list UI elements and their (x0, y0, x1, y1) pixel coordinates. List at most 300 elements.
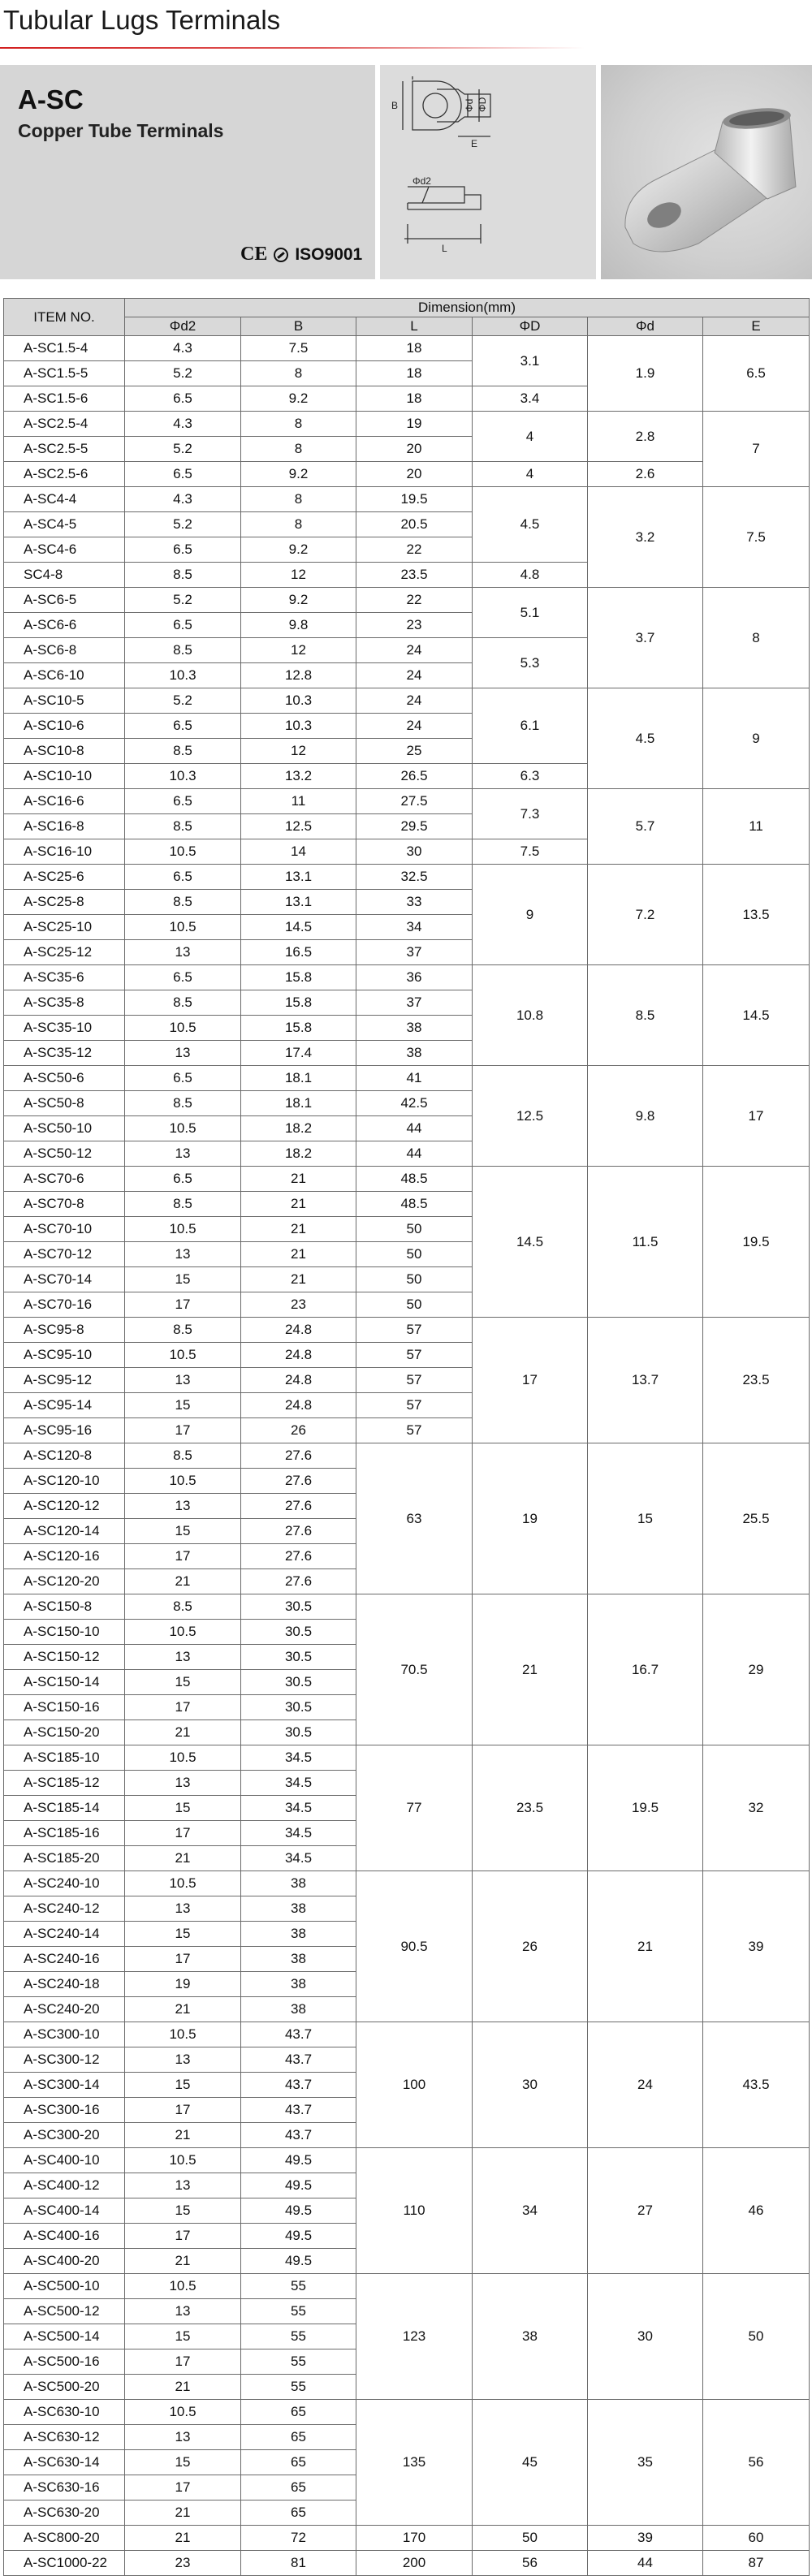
e-cell: 19.5 (703, 1167, 810, 1318)
l-cell: 19.5 (356, 487, 473, 512)
b-cell: 24.8 (241, 1318, 356, 1343)
d2-cell: 10.5 (125, 2400, 241, 2425)
b-cell: 10.3 (241, 688, 356, 714)
b-cell: 38 (241, 1997, 356, 2022)
d2-cell: 13 (125, 2299, 241, 2324)
l-cell: 100 (356, 2022, 473, 2148)
table-row (4, 1871, 810, 1896)
item-no-cell: A-SC25-10 (4, 915, 125, 940)
d2-cell: 23 (125, 2551, 241, 2576)
l-cell: 170 (356, 2526, 473, 2551)
b-cell: 38 (241, 1871, 356, 1896)
d2-cell: 15 (125, 2073, 241, 2098)
b-cell: 27.6 (241, 1443, 356, 1469)
d2-cell: 10.3 (125, 764, 241, 789)
item-no-cell: A-SC70-16 (4, 1292, 125, 1318)
diameter-cell: 17 (473, 1318, 588, 1443)
d2-cell: 6.5 (125, 386, 241, 412)
b-cell: 65 (241, 2450, 356, 2475)
item-no-cell: A-SC300-10 (4, 2022, 125, 2047)
d2-cell: 5.2 (125, 688, 241, 714)
item-no-cell: A-SC240-12 (4, 1896, 125, 1922)
item-no-cell: A-SC2.5-5 (4, 437, 125, 462)
b-cell: 38 (241, 1972, 356, 1997)
drawing-label-e: E (471, 138, 478, 149)
d2-cell: 10.5 (125, 1871, 241, 1896)
d2-cell: 13 (125, 1242, 241, 1267)
e-cell: 43.5 (703, 2022, 810, 2148)
d2-cell: 10.5 (125, 2022, 241, 2047)
b-cell: 24.8 (241, 1343, 356, 1368)
technical-drawing (380, 65, 596, 279)
d2-cell: 21 (125, 2123, 241, 2148)
item-no-cell: A-SC1.5-5 (4, 361, 125, 386)
inner-diameter-cell: 3.7 (588, 588, 703, 688)
item-no-cell: A-SC300-12 (4, 2047, 125, 2073)
table-row (4, 2274, 810, 2299)
d2-cell: 8.5 (125, 563, 241, 588)
b-cell: 24.8 (241, 1368, 356, 1393)
item-no-cell: A-SC10-8 (4, 739, 125, 764)
inner-diameter-cell: 8.5 (588, 965, 703, 1066)
b-cell: 11 (241, 789, 356, 814)
d2-cell: 10.5 (125, 1116, 241, 1141)
inner-diameter-cell: 30 (588, 2274, 703, 2400)
l-cell: 24 (356, 663, 473, 688)
inner-diameter-cell: 24 (588, 2022, 703, 2148)
d2-cell: 15 (125, 1519, 241, 1544)
d2-cell: 17 (125, 2098, 241, 2123)
l-cell: 63 (356, 1443, 473, 1594)
drawing-label-D: ΦD (477, 97, 488, 112)
b-cell: 43.7 (241, 2123, 356, 2148)
b-cell: 30.5 (241, 1670, 356, 1695)
item-no-cell: A-SC185-12 (4, 1771, 125, 1796)
inner-diameter-cell: 7.2 (588, 865, 703, 965)
inner-diameter-cell: 1.9 (588, 336, 703, 412)
item-no-cell: A-SC630-14 (4, 2450, 125, 2475)
d2-cell: 6.5 (125, 1066, 241, 1091)
d2-cell: 13 (125, 2425, 241, 2450)
b-cell: 38 (241, 1947, 356, 1972)
item-no-cell: A-SC1.5-4 (4, 336, 125, 361)
item-no-cell: A-SC16-8 (4, 814, 125, 839)
b-cell: 27.6 (241, 1519, 356, 1544)
l-cell: 57 (356, 1368, 473, 1393)
l-cell: 70.5 (356, 1594, 473, 1745)
b-cell: 38 (241, 1896, 356, 1922)
l-cell: 90.5 (356, 1871, 473, 2022)
table-row (4, 1443, 810, 1469)
b-cell: 65 (241, 2425, 356, 2450)
b-cell: 34.5 (241, 1846, 356, 1871)
b-cell: 34.5 (241, 1771, 356, 1796)
b-cell: 81 (241, 2551, 356, 2576)
d2-cell: 17 (125, 2349, 241, 2375)
d2-cell: 13 (125, 2047, 241, 2073)
item-no-cell: A-SC400-14 (4, 2198, 125, 2224)
b-cell: 49.5 (241, 2173, 356, 2198)
item-no-cell: A-SC630-10 (4, 2400, 125, 2425)
d2-cell: 21 (125, 1720, 241, 1745)
b-cell: 9.8 (241, 613, 356, 638)
d2-cell: 5.2 (125, 437, 241, 462)
item-no-cell: A-SC240-20 (4, 1997, 125, 2022)
d2-cell: 8.5 (125, 739, 241, 764)
product-subtitle: Copper Tube Terminals (18, 120, 224, 141)
d2-cell: 17 (125, 1821, 241, 1846)
d2-cell: 15 (125, 1393, 241, 1418)
inner-diameter-cell: 11.5 (588, 1167, 703, 1318)
b-cell: 21 (241, 1217, 356, 1242)
lug-photo-svg (601, 65, 812, 279)
d2-cell: 10.5 (125, 1745, 241, 1771)
l-cell: 24 (356, 638, 473, 663)
l-cell: 50 (356, 1242, 473, 1267)
d2-cell: 15 (125, 1670, 241, 1695)
b-cell: 9.2 (241, 537, 356, 563)
column-header-E: E (703, 317, 810, 336)
d2-cell: 15 (125, 2198, 241, 2224)
item-no-cell: A-SC16-10 (4, 839, 125, 865)
inner-diameter-cell: 2.6 (588, 462, 703, 487)
l-cell: 33 (356, 890, 473, 915)
item-no-cell: A-SC400-10 (4, 2148, 125, 2173)
l-cell: 44 (356, 1141, 473, 1167)
b-cell: 9.2 (241, 588, 356, 613)
drawing-label-d: Φd (464, 98, 475, 112)
item-no-cell: A-SC6-8 (4, 638, 125, 663)
l-cell: 77 (356, 1745, 473, 1871)
b-cell: 7.5 (241, 336, 356, 361)
item-no-cell: A-SC50-6 (4, 1066, 125, 1091)
d2-cell: 6.5 (125, 965, 241, 990)
item-no-cell: A-SC240-16 (4, 1947, 125, 1972)
d2-cell: 10.5 (125, 839, 241, 865)
e-cell: 23.5 (703, 1318, 810, 1443)
b-cell: 43.7 (241, 2022, 356, 2047)
b-cell: 13.2 (241, 764, 356, 789)
item-no-cell: A-SC630-16 (4, 2475, 125, 2500)
l-cell: 24 (356, 688, 473, 714)
table-row (4, 462, 810, 487)
inner-diameter-cell: 39 (588, 2526, 703, 2551)
table-row (4, 688, 810, 714)
b-cell: 43.7 (241, 2047, 356, 2073)
e-cell: 29 (703, 1594, 810, 1745)
b-cell: 23 (241, 1292, 356, 1318)
b-cell: 8 (241, 487, 356, 512)
b-cell: 27.6 (241, 1469, 356, 1494)
l-cell: 57 (356, 1318, 473, 1343)
b-cell: 26 (241, 1418, 356, 1443)
d2-cell: 4.3 (125, 412, 241, 437)
d2-cell: 10.5 (125, 1217, 241, 1242)
b-cell: 15.8 (241, 1016, 356, 1041)
d2-cell: 4.3 (125, 487, 241, 512)
b-cell: 21 (241, 1192, 356, 1217)
item-no-cell: A-SC95-12 (4, 1368, 125, 1393)
table-row (4, 487, 810, 512)
b-cell: 15.8 (241, 965, 356, 990)
d2-cell: 6.5 (125, 714, 241, 739)
e-cell: 25.5 (703, 1443, 810, 1594)
item-no-cell: A-SC240-18 (4, 1972, 125, 1997)
e-cell: 32 (703, 1745, 810, 1871)
b-cell: 49.5 (241, 2148, 356, 2173)
b-cell: 65 (241, 2500, 356, 2526)
item-no-cell: A-SC95-10 (4, 1343, 125, 1368)
item-no-cell: SC4-8 (4, 563, 125, 588)
item-no-cell: A-SC300-20 (4, 2123, 125, 2148)
diameter-cell: 5.1 (473, 588, 588, 638)
d2-cell: 15 (125, 1796, 241, 1821)
inner-diameter-cell: 15 (588, 1443, 703, 1594)
b-cell: 12.5 (241, 814, 356, 839)
b-cell: 30.5 (241, 1594, 356, 1620)
l-cell: 22 (356, 588, 473, 613)
inner-diameter-cell: 21 (588, 1871, 703, 2022)
d2-cell: 6.5 (125, 462, 241, 487)
d2-cell: 17 (125, 1292, 241, 1318)
diameter-cell: 12.5 (473, 1066, 588, 1167)
l-cell: 38 (356, 1041, 473, 1066)
diameter-cell: 21 (473, 1594, 588, 1745)
l-cell: 30 (356, 839, 473, 865)
l-cell: 19 (356, 412, 473, 437)
item-no-cell: A-SC185-20 (4, 1846, 125, 1871)
e-cell: 60 (703, 2526, 810, 2551)
b-cell: 55 (241, 2324, 356, 2349)
l-cell: 23 (356, 613, 473, 638)
b-cell: 49.5 (241, 2249, 356, 2274)
l-cell: 23.5 (356, 563, 473, 588)
diameter-cell: 45 (473, 2400, 588, 2526)
d2-cell: 13 (125, 1041, 241, 1066)
model-name: A-SC (18, 84, 84, 114)
b-cell: 27.6 (241, 1569, 356, 1594)
b-cell: 12.8 (241, 663, 356, 688)
certification-marks (240, 244, 362, 265)
inner-diameter-cell: 2.8 (588, 412, 703, 462)
table-row (4, 789, 810, 814)
item-no-cell: A-SC6-5 (4, 588, 125, 613)
b-cell: 55 (241, 2299, 356, 2324)
diameter-cell: 10.8 (473, 965, 588, 1066)
b-cell: 30.5 (241, 1695, 356, 1720)
item-no-cell: A-SC35-12 (4, 1041, 125, 1066)
b-cell: 27.6 (241, 1544, 356, 1569)
d2-cell: 6.5 (125, 537, 241, 563)
d2-cell: 10.5 (125, 1620, 241, 1645)
item-no-cell: A-SC150-20 (4, 1720, 125, 1745)
l-cell: 48.5 (356, 1192, 473, 1217)
b-cell: 27.6 (241, 1494, 356, 1519)
item-no-cell: A-SC150-14 (4, 1670, 125, 1695)
l-cell: 24 (356, 714, 473, 739)
l-cell: 20 (356, 437, 473, 462)
d2-cell: 10.5 (125, 2274, 241, 2299)
l-cell: 36 (356, 965, 473, 990)
l-cell: 57 (356, 1343, 473, 1368)
e-cell: 17 (703, 1066, 810, 1167)
column-header-D: ΦD (473, 317, 588, 336)
e-cell: 8 (703, 588, 810, 688)
e-cell: 56 (703, 2400, 810, 2526)
b-cell: 30.5 (241, 1620, 356, 1645)
item-no-cell: A-SC120-16 (4, 1544, 125, 1569)
l-cell: 37 (356, 940, 473, 965)
item-no-cell: A-SC1.5-6 (4, 386, 125, 412)
table-row (4, 965, 810, 990)
l-cell: 32.5 (356, 865, 473, 890)
b-cell: 43.7 (241, 2098, 356, 2123)
diameter-cell: 14.5 (473, 1167, 588, 1318)
e-cell: 87 (703, 2551, 810, 2576)
b-cell: 21 (241, 1267, 356, 1292)
item-no-cell: A-SC150-10 (4, 1620, 125, 1645)
b-cell: 34.5 (241, 1796, 356, 1821)
l-cell: 200 (356, 2551, 473, 2576)
d2-cell: 5.2 (125, 512, 241, 537)
table-row (4, 2551, 810, 2576)
item-no-cell: A-SC35-6 (4, 965, 125, 990)
b-cell: 14 (241, 839, 356, 865)
item-no-cell: A-SC630-12 (4, 2425, 125, 2450)
d2-cell: 6.5 (125, 789, 241, 814)
inner-diameter-cell: 16.7 (588, 1594, 703, 1745)
table-row (4, 2022, 810, 2047)
d2-cell: 15 (125, 1267, 241, 1292)
item-no-cell: A-SC120-10 (4, 1469, 125, 1494)
b-cell: 15.8 (241, 990, 356, 1016)
item-no-cell: A-SC240-14 (4, 1922, 125, 1947)
e-cell: 50 (703, 2274, 810, 2400)
diameter-cell: 9 (473, 865, 588, 965)
column-header-d: Φd (588, 317, 703, 336)
column-header-L: L (356, 317, 473, 336)
l-cell: 37 (356, 990, 473, 1016)
diameter-cell: 4 (473, 412, 588, 462)
item-no-cell: A-SC70-12 (4, 1242, 125, 1267)
item-no-cell: A-SC500-10 (4, 2274, 125, 2299)
item-no-cell: A-SC95-14 (4, 1393, 125, 1418)
diameter-cell: 34 (473, 2148, 588, 2274)
l-cell: 20 (356, 462, 473, 487)
d2-cell: 21 (125, 1997, 241, 2022)
iso-logo-icon (274, 248, 288, 262)
b-cell: 8 (241, 437, 356, 462)
item-no-cell: A-SC70-10 (4, 1217, 125, 1242)
b-cell: 9.2 (241, 462, 356, 487)
item-no-cell: A-SC16-6 (4, 789, 125, 814)
dimension-group-header: Dimension(mm) (125, 299, 810, 317)
l-cell: 18 (356, 386, 473, 412)
l-cell: 18 (356, 361, 473, 386)
l-cell: 110 (356, 2148, 473, 2274)
diameter-cell: 6.1 (473, 688, 588, 764)
iso-mark: ISO9001 (295, 244, 363, 264)
d2-cell: 6.5 (125, 613, 241, 638)
d2-cell: 8.5 (125, 814, 241, 839)
d2-cell: 21 (125, 2500, 241, 2526)
column-header-d2: Φd2 (125, 317, 241, 336)
d2-cell: 13 (125, 1368, 241, 1393)
d2-cell: 21 (125, 2526, 241, 2551)
item-no-cell: A-SC500-12 (4, 2299, 125, 2324)
inner-diameter-cell: 5.7 (588, 789, 703, 865)
e-cell: 7.5 (703, 487, 810, 588)
item-no-cell: A-SC6-10 (4, 663, 125, 688)
d2-cell: 8.5 (125, 990, 241, 1016)
table-row (4, 2526, 810, 2551)
item-no-cell: A-SC120-12 (4, 1494, 125, 1519)
l-cell: 57 (356, 1393, 473, 1418)
diameter-cell: 6.3 (473, 764, 588, 789)
table-row (4, 588, 810, 613)
item-no-cell: A-SC120-14 (4, 1519, 125, 1544)
item-no-cell: A-SC35-10 (4, 1016, 125, 1041)
d2-cell: 17 (125, 1947, 241, 1972)
d2-cell: 5.2 (125, 588, 241, 613)
item-no-cell: A-SC1000-22 (4, 2551, 125, 2576)
l-cell: 48.5 (356, 1167, 473, 1192)
table-row (4, 1745, 810, 1771)
diameter-cell: 19 (473, 1443, 588, 1594)
item-no-cell: A-SC400-12 (4, 2173, 125, 2198)
item-no-cell: A-SC70-14 (4, 1267, 125, 1292)
b-cell: 55 (241, 2375, 356, 2400)
l-cell: 34 (356, 915, 473, 940)
b-cell: 30.5 (241, 1720, 356, 1745)
d2-cell: 8.5 (125, 1443, 241, 1469)
b-cell: 65 (241, 2475, 356, 2500)
item-no-cell: A-SC2.5-6 (4, 462, 125, 487)
d2-cell: 17 (125, 2475, 241, 2500)
inner-diameter-cell: 13.7 (588, 1318, 703, 1443)
page-title: Tubular Lugs Terminals (3, 5, 281, 35)
b-cell: 21 (241, 1167, 356, 1192)
d2-cell: 6.5 (125, 1167, 241, 1192)
table-row (4, 336, 810, 361)
b-cell: 55 (241, 2349, 356, 2375)
e-cell: 7 (703, 412, 810, 487)
table-row (4, 1318, 810, 1343)
spec-table-body (4, 336, 810, 2576)
item-no-cell: A-SC70-6 (4, 1167, 125, 1192)
b-cell: 38 (241, 1922, 356, 1947)
d2-cell: 17 (125, 1695, 241, 1720)
d2-cell: 13 (125, 1645, 241, 1670)
d2-cell: 17 (125, 1544, 241, 1569)
diameter-cell: 7.3 (473, 789, 588, 839)
d2-cell: 19 (125, 1972, 241, 1997)
d2-cell: 8.5 (125, 1594, 241, 1620)
d2-cell: 17 (125, 1418, 241, 1443)
b-cell: 13.1 (241, 890, 356, 915)
inner-diameter-cell: 4.5 (588, 688, 703, 789)
b-cell: 12 (241, 638, 356, 663)
table-row (4, 2400, 810, 2425)
l-cell: 38 (356, 1016, 473, 1041)
b-cell: 8 (241, 512, 356, 537)
b-cell: 34.5 (241, 1745, 356, 1771)
l-cell: 25 (356, 739, 473, 764)
b-cell: 8 (241, 361, 356, 386)
inner-diameter-cell: 19.5 (588, 1745, 703, 1871)
inner-diameter-cell: 3.2 (588, 487, 703, 588)
l-cell: 41 (356, 1066, 473, 1091)
